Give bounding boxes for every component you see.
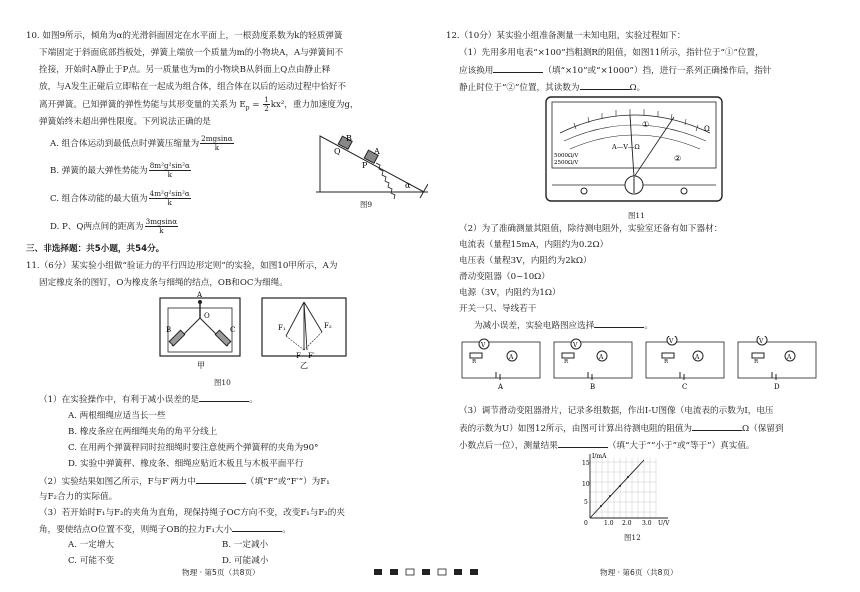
equipment-ammeter: 电流表（量程15mA，内阻约为0.2Ω） [459, 240, 609, 250]
q11-s1-d: D. 实验中弹簧秤、橡皮条、细绳应贴近木板且与木板平面平行 [68, 459, 304, 469]
svg-text:B: B [346, 134, 352, 143]
footer-marker-bar [374, 568, 492, 577]
q11-s3-d: D. 可能减小 [222, 556, 269, 566]
svg-text:A: A [695, 354, 700, 361]
svg-text:F: F [296, 352, 301, 360]
q12-line4: 静止时位于“②”位置，其读数为 Ω。 [459, 80, 645, 96]
svg-text:F₂: F₂ [324, 322, 332, 330]
svg-text:A: A [787, 354, 792, 361]
svg-text:V: V [669, 338, 674, 345]
svg-text:5: 5 [584, 499, 588, 506]
svg-text:3.0: 3.0 [642, 520, 652, 527]
svg-text:P: P [362, 161, 368, 170]
svg-text:R: R [472, 359, 477, 365]
answer-blank[interactable] [558, 438, 608, 448]
q10-line1: 10. 如图9所示，倾角为α的光滑斜面固定在水平面上，一根劲度系数为k的轻质弹簧 [26, 31, 343, 41]
answer-blank[interactable] [594, 318, 644, 328]
svg-text:0: 0 [584, 520, 588, 527]
svg-text:A—V—Ω: A—V—Ω [612, 143, 640, 151]
svg-text:R: R [564, 359, 569, 365]
q11-line2: 固定橡皮条的图钉，O为橡皮条与细绳的结点，OB和OC为细绳。 [39, 278, 288, 288]
circuit-c [646, 336, 724, 391]
svg-text:乙: 乙 [300, 361, 308, 370]
equipment-switch: 开关一只、导线若干 [459, 304, 537, 314]
svg-text:10: 10 [582, 481, 590, 488]
q11-s1-c: C. 在用两个弹簧秤同时拉细绳时要注意使两个弹簧秤的夹角为90° [68, 443, 319, 453]
svg-text:R: R [754, 359, 759, 365]
svg-text:V: V [481, 342, 486, 349]
circuit-d [738, 336, 816, 391]
q11-s1-b: B. 橡皮条应在两细绳夹角的角平分线上 [68, 427, 218, 437]
q10-option-c: C. 组合体动能的最大值为 $\frac{\text{4m²g²sin²α}}{k}$ [50, 189, 190, 207]
section-3-heading: 三、非选择题：共5小题，共54分。 [26, 244, 165, 254]
svg-text:F′: F′ [308, 352, 315, 360]
svg-text:A: A [599, 354, 604, 361]
q11-s3-c: C. 可能不变 [68, 556, 115, 566]
svg-text:U/V: U/V [658, 520, 670, 527]
half-fraction: $\frac{1}{2}$ [264, 95, 269, 113]
svg-text:①: ① [642, 120, 650, 129]
q10-line2: 下端固定于斜面底部挡板处，弹簧上端放一个质量为m的小物块A，A与弹簧间不 [39, 48, 344, 58]
equipment-voltmeter: 电压表（量程3V，内阻约为2kΩ） [459, 256, 592, 266]
fig12-caption: 图12 [624, 533, 641, 542]
svg-text:A: A [498, 383, 504, 391]
q10-line3: 拴接，开始时A静止于P点。另一质量也为m的小物块B从斜面上Q点由静止释 [39, 65, 331, 75]
svg-text:I/mA: I/mA [592, 453, 607, 460]
q11-sub1: （1）在实验操作中，有利于减小误差的是 。 [39, 392, 258, 408]
q11-s3-a: A. 一定增大 [68, 540, 115, 550]
q11-sub2-line2: 与F₂合力的实际值。 [39, 492, 118, 502]
svg-text:C: C [682, 383, 688, 391]
svg-text:②: ② [674, 154, 682, 163]
q11-sub2-line1: （2）实验结果如图乙所示，F与F′两力中 （填“F”或“F′”）为F₁ [39, 474, 330, 490]
q11-s3-b: B. 一定减小 [222, 540, 269, 550]
svg-text:A: A [509, 354, 514, 361]
answer-blank[interactable] [580, 80, 630, 90]
answer-blank[interactable] [692, 421, 742, 431]
svg-text:5000Ω/V: 5000Ω/V [554, 153, 579, 159]
answer-blank[interactable] [196, 474, 246, 484]
svg-text:甲: 甲 [197, 361, 205, 370]
figure-12-iu-graph [576, 452, 686, 530]
svg-text:α: α [405, 181, 411, 190]
answer-blank[interactable] [493, 63, 543, 73]
svg-text:15: 15 [582, 460, 590, 467]
q10-line6: 弹簧始终未超出弹性限度。下列说法正确的是 [39, 117, 211, 127]
svg-text:1.0: 1.0 [604, 520, 614, 527]
fig11-caption: 图11 [628, 211, 645, 220]
answer-blank[interactable] [232, 522, 282, 532]
svg-text:2.0: 2.0 [622, 520, 632, 527]
q11-sub3-line1: （3）若开始时F₁与F₂的夹角为直角，现保持绳子OC方向不变，改变F₁与F₂的夹 [39, 508, 345, 518]
q11-s1-a: A. 两根细绳应适当长一些 [68, 411, 166, 421]
fig10-caption: 图10 [214, 378, 231, 387]
q12-line2: （1）先用多用电表“×100”挡粗测R的阻值，如图11所示，指针位于“①”位置， [459, 48, 764, 58]
q10-option-b: B. 弹簧的最大弹性势能为 $\frac{\text{8m²g²sin²α}}{k}$ [50, 161, 190, 179]
svg-text:O: O [204, 312, 210, 320]
q10-line4: 放，与A发生正碰后立即粘在一起成为组合体，组合体在以后的运动过程中恰好不 [39, 82, 346, 92]
q12-line6: 为减小误差，实验电路图应选择 。 [474, 318, 653, 334]
q12-line5: （2）为了准确测量其阻值，除待测电阻外，实验室还备有如下器材： [459, 224, 723, 234]
q12-line1: 12.（10分）某实验小组准备测量一未知电阻，实验过程如下： [446, 31, 686, 41]
circuit-options [456, 336, 836, 392]
svg-text:B: B [166, 326, 172, 334]
q10-option-d: D. P、Q两点间的距离为 $\frac{3mgsin\alpha}{k}$ [50, 217, 178, 235]
q12-line3: 应该换用 （填“×10”或“×1000”）挡，进行一系列正确操作后，指针 [459, 63, 771, 79]
svg-text:2500Ω/V: 2500Ω/V [554, 160, 579, 166]
svg-text:Ω: Ω [704, 125, 710, 133]
figure-10 [146, 288, 356, 372]
figure-11-multimeter [544, 93, 724, 207]
q12-line8: 表的示数为U）如图12所示，由图可计算出待测电阻的阻值为 Ω（保留到 [459, 421, 784, 437]
circuit-b [554, 339, 632, 391]
equipment-power: 电源（3V，内阻约为1Ω） [459, 288, 561, 298]
svg-text:D: D [774, 383, 780, 391]
svg-text:B: B [590, 383, 596, 391]
equipment-rheostat: 滑动变阻器（0~10Ω） [459, 272, 550, 282]
svg-text:V: V [759, 338, 764, 345]
q12-line7: （3）调节滑动变阻器滑片，记录多组数据，作出I-U图像（电流表的示数为I，电压 [459, 406, 774, 416]
svg-text:A: A [197, 291, 203, 299]
q10-option-a: A. 组合体运动到最低点时弹簧压缩量为 $\frac{2mgsin\alpha}{k}$ [50, 134, 233, 152]
fig9-caption: 图9 [360, 200, 373, 209]
svg-text:R: R [664, 359, 669, 365]
svg-text:A: A [374, 147, 380, 156]
q11-line1: 11.（6分）某实验小组做“验证力的平行四边形定则”的实验，如图10甲所示，A为 [26, 261, 338, 271]
svg-text:V: V [573, 342, 578, 349]
q10-line5: 离开弹簧。已知弹簧的弹性势能与其形变量的关系为 $E_p$ = $\frac{1}{2}$ kx²，重力加速度为g， [39, 95, 359, 113]
svg-text:C: C [230, 326, 236, 334]
q11-sub3-line2: 角，要使结点O位置不变，则绳子OB的拉力F₁大小 。 [39, 522, 291, 538]
svg-text:F₁: F₁ [278, 324, 286, 332]
footer-right-page-number: 物理 · 第6页（共8页） [600, 568, 678, 577]
svg-text:Q: Q [334, 147, 341, 156]
q12-line9: 小数点后一位），测量结果 （填“大于”“小于”或“等于”）真实值。 [459, 438, 755, 454]
answer-blank[interactable] [199, 392, 249, 402]
footer-left-page-number: 物理 · 第5页（共8页） [182, 568, 260, 577]
circuit-a [462, 339, 540, 391]
